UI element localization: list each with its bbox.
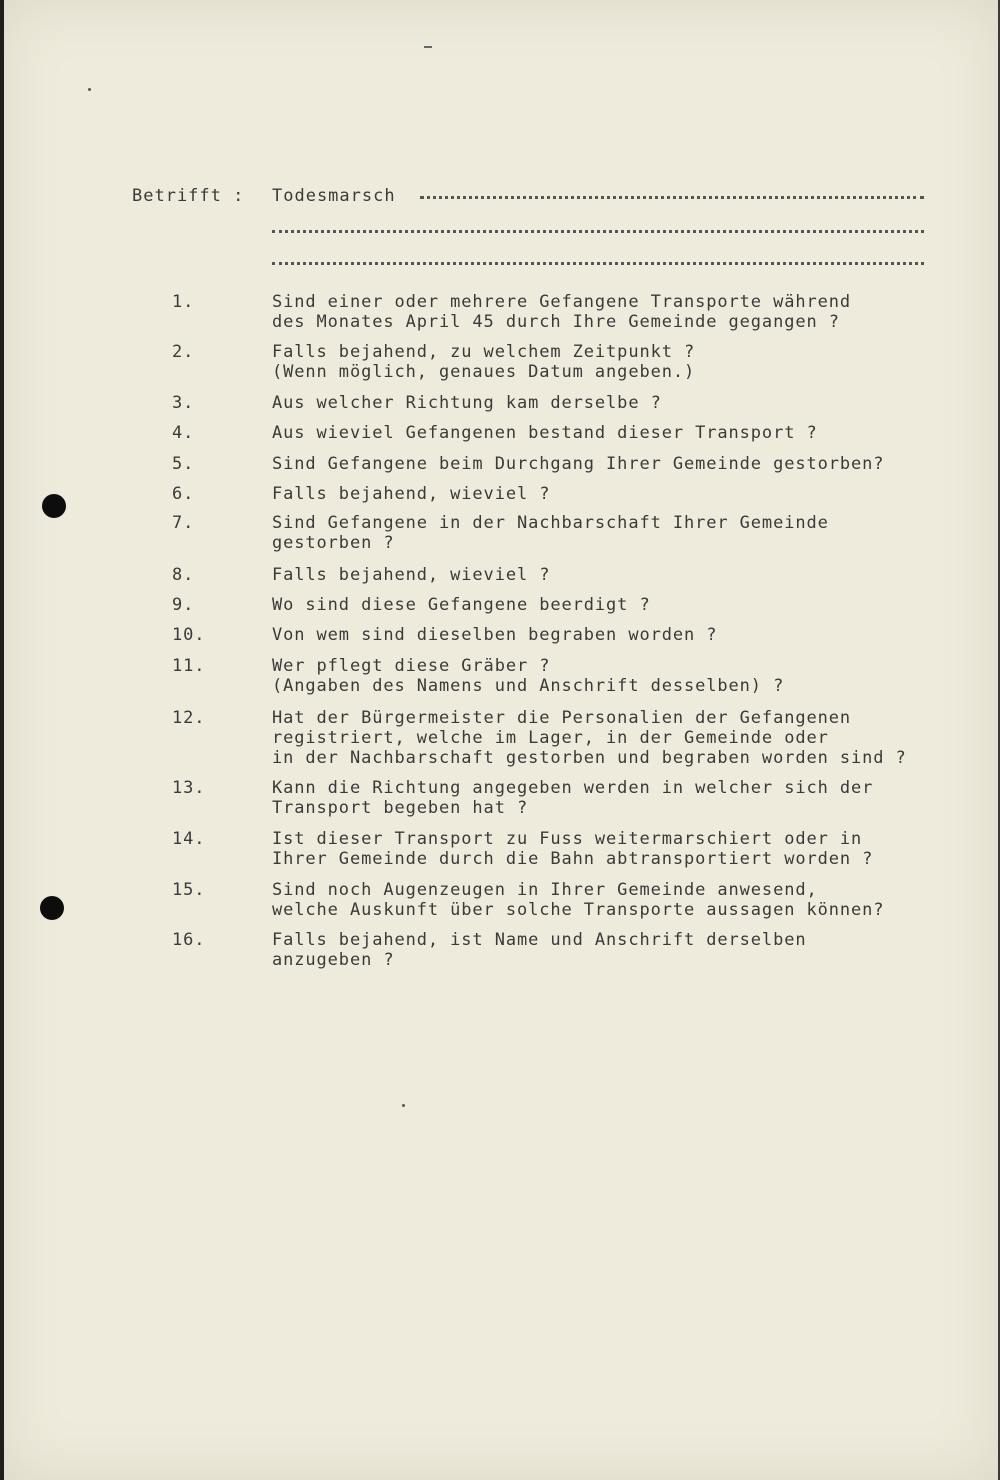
paper-mark [424, 46, 432, 48]
question-number: 16. [172, 930, 206, 950]
question-text: Aus wieviel Gefangenen bestand dieser Transport ? [272, 423, 818, 443]
question-number: 10. [172, 625, 206, 645]
question-text: Sind Gefangene beim Durchgang Ihrer Gemeinde gestorben? [272, 454, 885, 474]
question-text: Ist dieser Transport zu Fuss weitermarschiert oder in Ihrer Gemeinde durch die Bahn abtransportiert worden ? [272, 829, 874, 869]
question-text: Falls bejahend, zu welchem Zeitpunkt ? (Wenn möglich, genaues Datum angeben.) [272, 342, 696, 382]
question-text: Sind noch Augenzeugen in Ihrer Gemeinde anwesend, welche Auskunft über solche Transporte aussagen können? [272, 880, 885, 920]
question-number: 7. [172, 513, 195, 533]
question-number: 8. [172, 565, 195, 585]
question-number: 13. [172, 778, 206, 798]
paper-speck [88, 88, 91, 91]
question-number: 15. [172, 880, 206, 900]
subject-fill-line [420, 196, 924, 199]
question-text: Wer pflegt diese Gräber ? (Angaben des Namens und Anschrift desselben) ? [272, 656, 785, 696]
question-number: 6. [172, 484, 195, 504]
question-number: 1. [172, 292, 195, 312]
question-text: Falls bejahend, ist Name und Anschrift derselben anzugeben ? [272, 930, 807, 970]
subject-value: Todesmarsch [272, 186, 396, 206]
subject-fill-line [272, 262, 924, 265]
question-text: Aus welcher Richtung kam derselbe ? [272, 393, 662, 413]
question-number: 9. [172, 595, 195, 615]
question-text: Kann die Richtung angegeben werden in welcher sich der Transport begeben hat ? [272, 778, 874, 818]
question-number: 2. [172, 342, 195, 362]
paper-speck [402, 1104, 405, 1107]
question-number: 11. [172, 656, 206, 676]
question-text: Falls bejahend, wieviel ? [272, 484, 551, 504]
question-text: Falls bejahend, wieviel ? [272, 565, 551, 585]
subject-fill-line [272, 230, 924, 233]
question-text: Wo sind diese Gefangene beerdigt ? [272, 595, 651, 615]
subject-line [132, 186, 396, 206]
scan-border-left [0, 0, 4, 1480]
punch-hole-upper [42, 494, 66, 518]
question-text: Hat der Bürgermeister die Personalien der Gefangenen registriert, welche im Lager, in der Gemeinde oder in der Nachbarschaft gestorben und begraben worden sind ? [272, 708, 907, 768]
question-number: 4. [172, 423, 195, 443]
punch-hole-lower [40, 896, 64, 920]
subject-label: Betrifft : [132, 186, 245, 206]
question-text: Sind einer oder mehrere Gefangene Transporte während des Monates April 45 durch Ihre Gemeinde gegangen ? [272, 292, 852, 332]
question-number: 12. [172, 708, 206, 728]
question-number: 5. [172, 454, 195, 474]
question-number: 3. [172, 393, 195, 413]
question-text: Sind Gefangene in der Nachbarschaft Ihrer Gemeinde gestorben ? [272, 513, 829, 553]
question-number: 14. [172, 829, 206, 849]
question-text: Von wem sind dieselben begraben worden ? [272, 625, 718, 645]
